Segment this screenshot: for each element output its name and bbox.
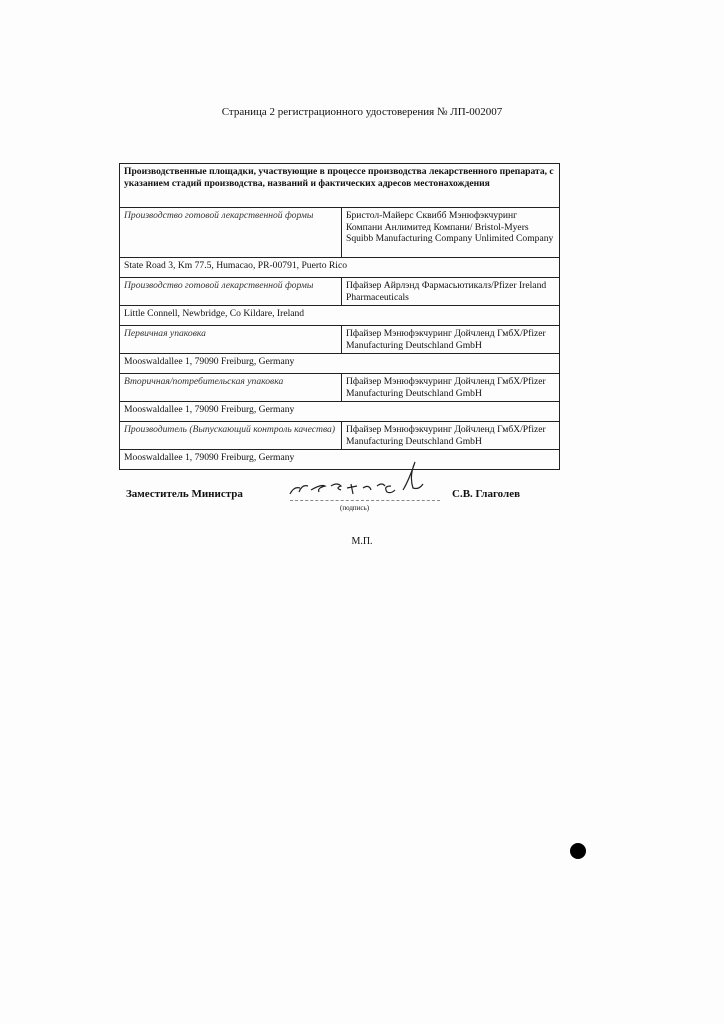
address-cell: Mooswaldallee 1, 79090 Freiburg, Germany [120, 450, 560, 470]
table-header: Производственные площадки, участвующие в процессе производства лекарственного препарата, с указанием стадий производства, названий и фактических адресов местонахождения [120, 164, 560, 208]
address-cell: Little Connell, Newbridge, Co Kildare, Ireland [120, 306, 560, 326]
address-cell: State Road 3, Km 77.5, Humacao, PR-00791, Puerto Rico [120, 258, 560, 278]
page-title: Страница 2 регистрационного удостоверения № ЛП-002007 [221, 106, 503, 118]
table-row [120, 374, 560, 402]
table-row [120, 278, 560, 306]
table-row [120, 422, 560, 450]
address-cell: Mooswaldallee 1, 79090 Freiburg, Germany [120, 354, 560, 374]
stage-cell: Вторичная/потребительская упаковка [120, 374, 342, 402]
scan-mark [570, 843, 586, 859]
seal-place: М.П. [351, 536, 373, 547]
stage-cell: Производство готовой лекарственной формы [120, 278, 342, 306]
table-row [120, 326, 560, 354]
handwritten-signature [285, 456, 445, 502]
signature-line [290, 500, 440, 501]
stage-cell: Производство готовой лекарственной формы [120, 208, 342, 258]
production-sites-table [119, 163, 560, 470]
company-cell: Пфайзер Мэнюфэкчуринг Дойчленд ГмбХ/Pfizer Manufacturing Deutschland GmbH [342, 374, 560, 402]
address-cell: Mooswaldallee 1, 79090 Freiburg, Germany [120, 402, 560, 422]
company-cell: Пфайзер Мэнюфэкчуринг Дойчленд ГмбХ/Pfizer Manufacturing Deutschland GmbH [342, 326, 560, 354]
stage-cell: Производитель (Выпускающий контроль качества) [120, 422, 342, 450]
stage-cell: Первичная упаковка [120, 326, 342, 354]
company-cell: Пфайзер Айрлэнд Фармасьютикалз/Pfizer Ireland Pharmaceuticals [342, 278, 560, 306]
signature-caption: (подпись) [340, 504, 370, 512]
company-cell: Бристол-Майерс Сквибб Мэнюфэкчуринг Компани Анлимитед Компани/ Bristol-Myers Squibb Manufacturing Company Unlimited Company [342, 208, 560, 258]
company-cell: Пфайзер Мэнюфэкчуринг Дойчленд ГмбХ/Pfizer Manufacturing Deutschland GmbH [342, 422, 560, 450]
signatory-name: С.В. Глаголев [452, 488, 521, 500]
signatory-position: Заместитель Министра [126, 488, 243, 500]
table-row [120, 208, 560, 258]
